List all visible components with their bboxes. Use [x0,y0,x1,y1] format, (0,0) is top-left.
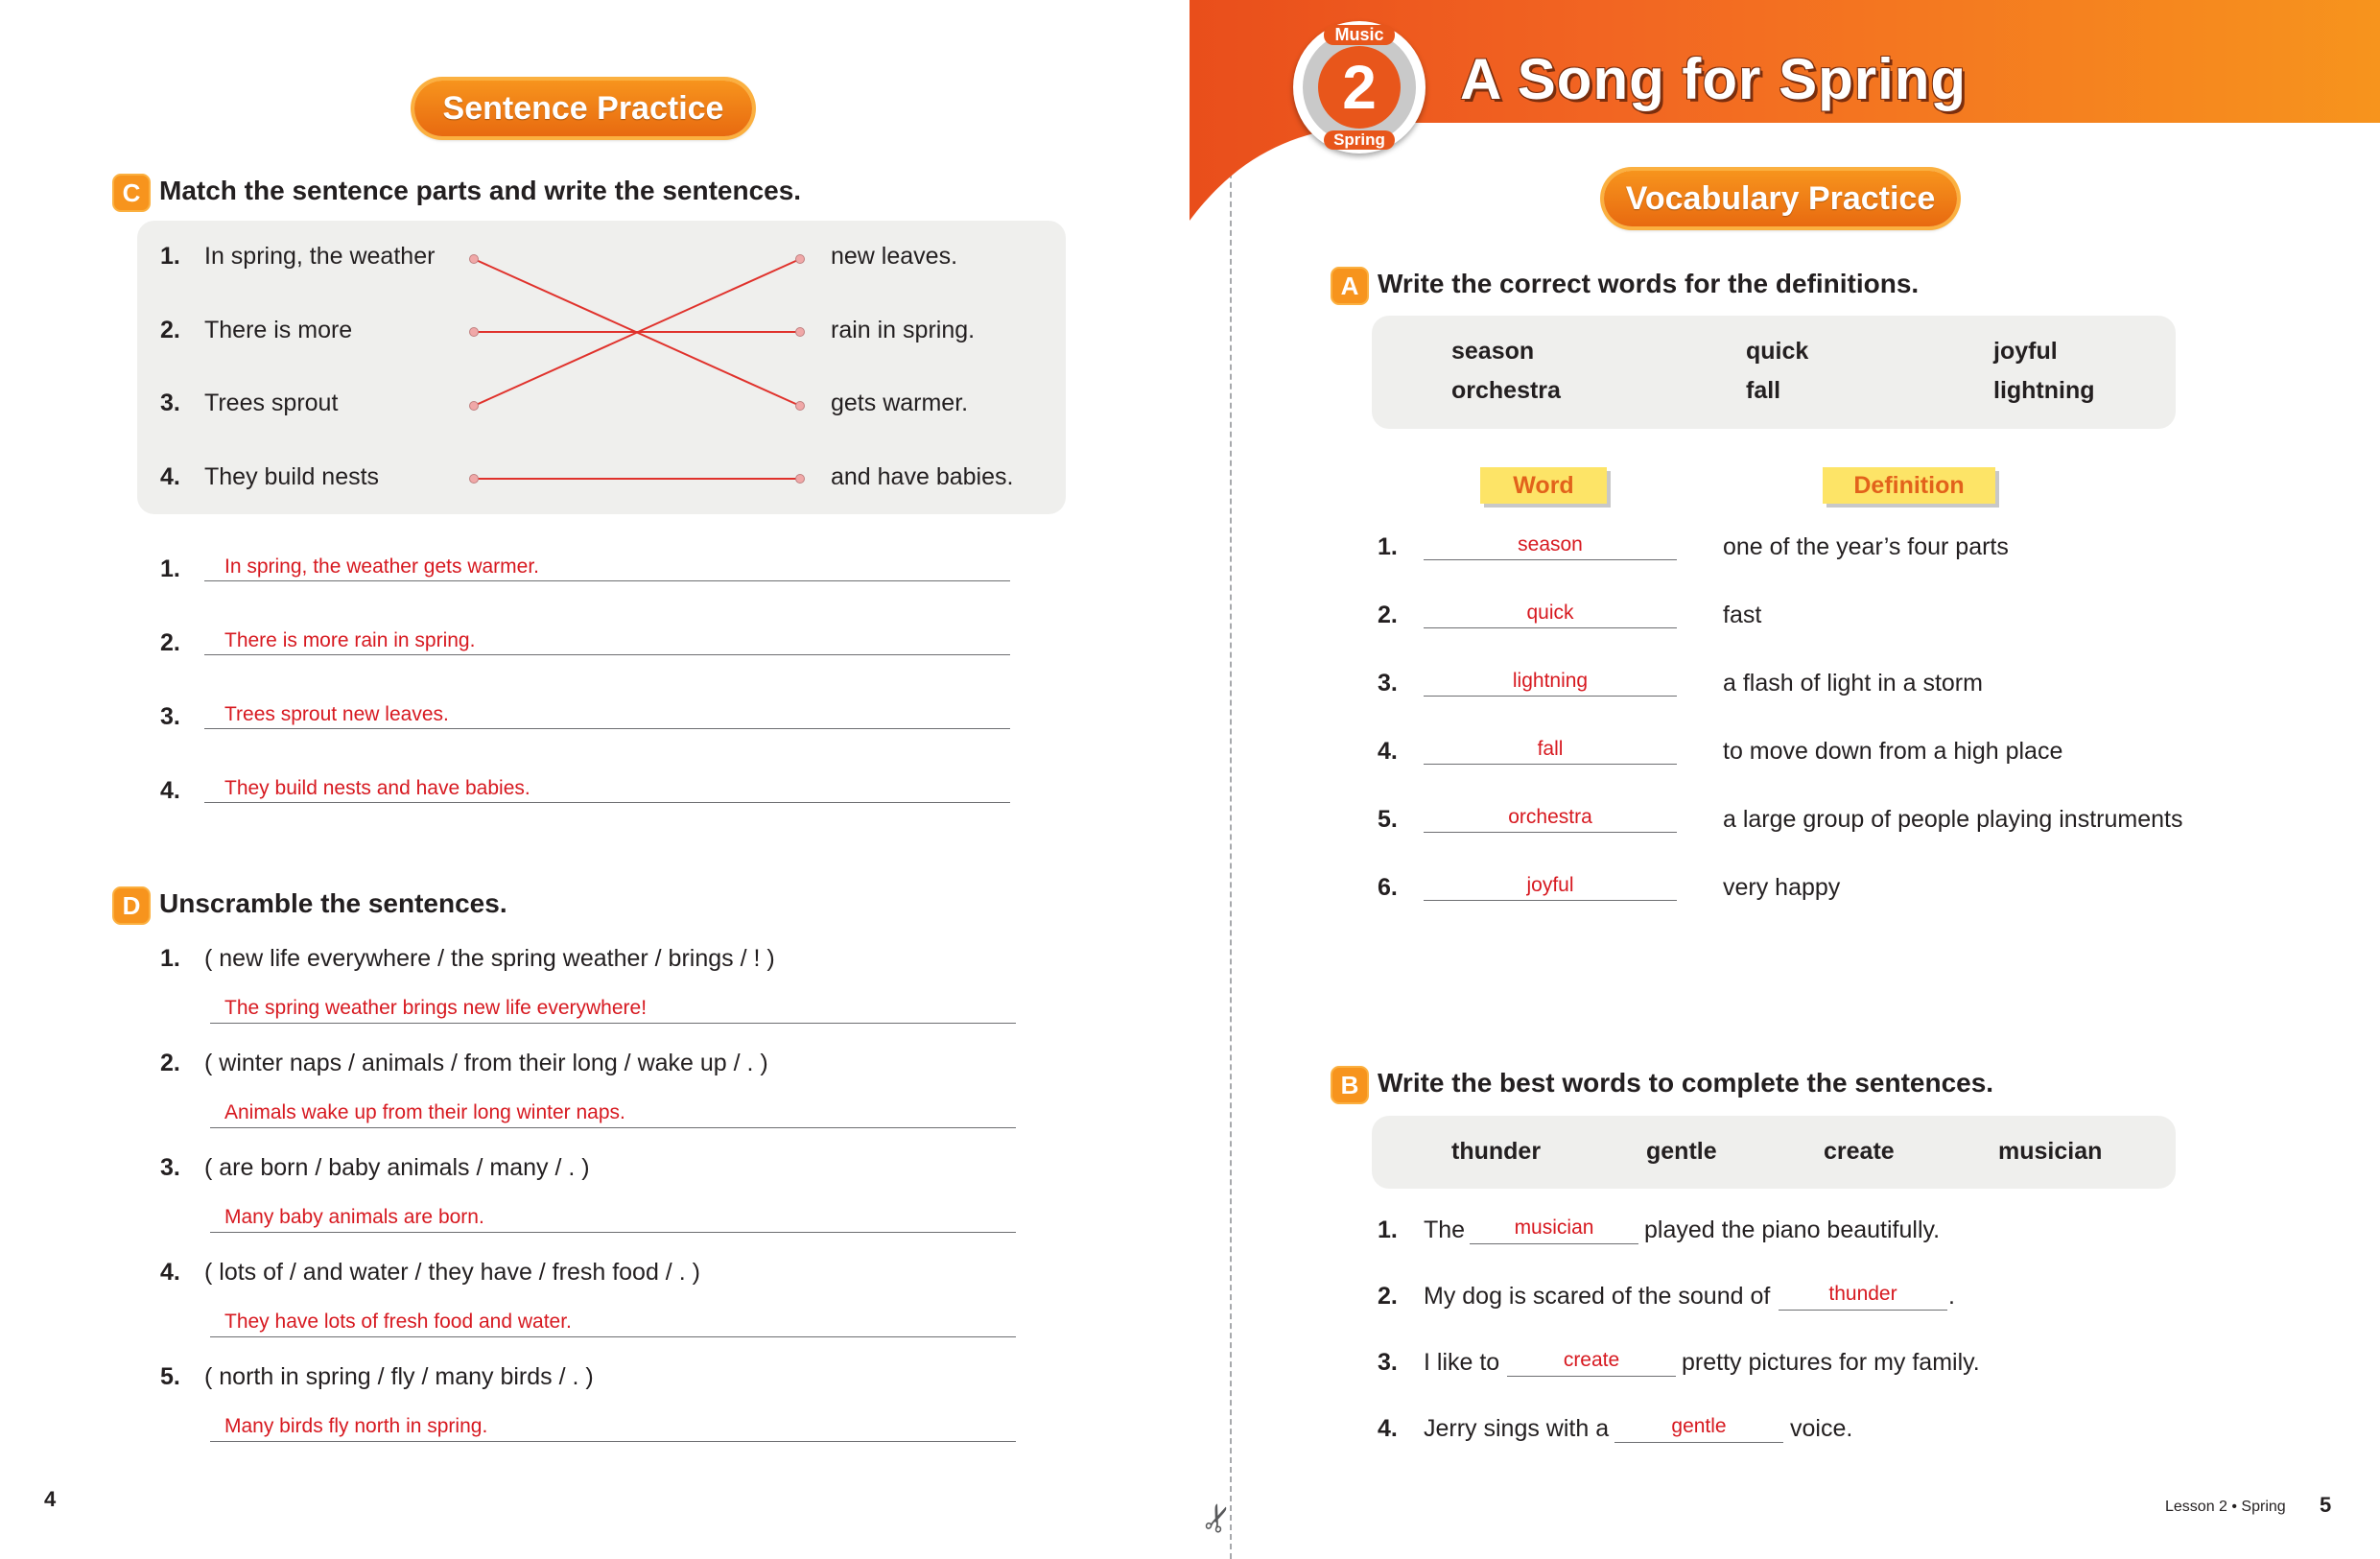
sentence-answer[interactable]: create [1563,1349,1620,1371]
word-bank-item: create [1824,1138,1895,1165]
match-left-text: They build nests [204,463,380,490]
sentence-before: My dog is scared of the sound of [1424,1283,1771,1310]
sentence-after: pretty pictures for my family. [1682,1349,1980,1376]
def-answer[interactable]: lightning [1512,670,1589,692]
unscramble-answer[interactable]: The spring weather brings new life everywhere! [224,997,648,1019]
answer-line [1507,1376,1676,1377]
section-a-title: Write the correct words for the definitions. [1378,269,1920,298]
def-num: 4. [1378,738,1398,765]
match-dot[interactable] [469,401,479,411]
answer-num: 2. [160,629,180,656]
answer-line [210,1232,1016,1233]
sentence-num: 1. [1378,1216,1398,1243]
definition-text: fast [1723,602,1762,628]
sentence-answer[interactable]: thunder [1828,1283,1897,1305]
sentence-after: voice. [1790,1415,1853,1442]
answer-line [210,1336,1016,1337]
match-left-text: In spring, the weather [204,243,436,270]
unscramble-answer[interactable]: Many baby animals are born. [224,1206,484,1228]
unscramble-answer[interactable]: Animals wake up from their long winter naps. [224,1101,625,1123]
unscramble-prompt: ( lots of / and water / they have / fresh food / . ) [204,1259,700,1286]
sentence-after: . [1948,1283,1955,1310]
match-right-text: new leaves. [831,243,958,270]
sentence-answer[interactable]: gentle [1671,1415,1727,1437]
match-dot[interactable] [469,254,479,264]
answer-line [1424,696,1677,697]
match-left-text: Trees sprout [204,390,339,416]
answer-text[interactable]: Trees sprout new leaves. [224,703,449,725]
left-page-number: 4 [44,1487,57,1511]
lesson-badge-bottom-label: Spring [1324,130,1395,150]
section-b-badge: B [1331,1066,1369,1104]
right-page-number: 5 [2320,1493,2332,1517]
answer-num: 1. [160,555,180,582]
unscramble-prompt: ( new life everywhere / the spring weather / brings / ! ) [204,945,775,972]
match-dot[interactable] [795,474,805,484]
sentence-practice-banner: Sentence Practice [414,81,752,136]
unscramble-num: 5. [160,1363,180,1390]
answer-line [1424,764,1677,765]
answer-text[interactable]: There is more rain in spring. [224,629,476,651]
sentence-before: I like to [1424,1349,1500,1376]
word-bank-item: fall [1746,377,1781,404]
answer-line [210,1127,1016,1128]
match-right-text: gets warmer. [831,390,969,416]
answer-line [1424,559,1677,560]
scissors-icon: ✂ [1194,1497,1243,1540]
match-left-num: 4. [160,463,180,490]
answer-num: 3. [160,703,180,730]
answer-line [204,728,1010,729]
def-num: 2. [1378,602,1398,628]
word-bank-item: joyful [1993,338,2058,365]
answer-line [204,802,1010,803]
sentence-num: 2. [1378,1283,1398,1310]
word-bank-item: thunder [1451,1138,1542,1165]
match-left-text: There is more [204,317,353,343]
answer-line [1424,627,1677,628]
def-num: 1. [1378,533,1398,560]
definition-column-header: Definition [1823,467,1995,504]
answer-line [204,654,1010,655]
def-answer[interactable]: fall [1537,738,1564,760]
match-dot[interactable] [469,327,479,337]
match-dot[interactable] [795,327,805,337]
unscramble-num: 3. [160,1154,180,1181]
definition-text: a large group of people playing instruments [1723,806,2183,833]
sentence-after: played the piano beautifully. [1644,1216,1941,1243]
answer-line [210,1441,1016,1442]
match-left-num: 2. [160,317,180,343]
page-gutter-divider [1230,0,1232,1559]
unscramble-answer[interactable]: Many birds fly north in spring. [224,1415,488,1437]
def-num: 3. [1378,670,1398,697]
lesson-badge-top-label: Music [1324,25,1395,45]
section-a-badge: A [1331,267,1369,305]
lesson-badge-center: 2 [1318,46,1401,129]
sentence-before: Jerry sings with a [1424,1415,1610,1442]
answer-line [1424,832,1677,833]
answer-line [1614,1442,1783,1443]
match-left-num: 3. [160,390,180,416]
def-answer[interactable]: season [1518,533,1583,555]
match-dot[interactable] [795,254,805,264]
definition-text: to move down from a high place [1723,738,2063,765]
match-right-text: and have babies. [831,463,1014,490]
section-d-title: Unscramble the sentences. [159,888,507,918]
section-b-title: Write the best words to complete the sentences. [1378,1068,1994,1098]
def-num: 6. [1378,874,1398,901]
sentence-before: The [1424,1216,1466,1243]
word-bank-item: musician [1998,1138,2103,1165]
answer-text[interactable]: They build nests and have babies. [224,777,530,799]
section-c-badge: C [112,174,151,212]
answer-line [210,1023,1016,1024]
footer-lesson-label: Lesson 2 • Spring [2165,1499,2286,1515]
match-dot[interactable] [469,474,479,484]
section-d-badge: D [112,886,151,925]
answer-text[interactable]: In spring, the weather gets warmer. [224,555,539,578]
unscramble-prompt: ( north in spring / fly / many birds / . ) [204,1363,594,1390]
word-bank-item: quick [1746,338,1809,365]
unscramble-num: 4. [160,1259,180,1286]
word-column-header: Word [1480,467,1607,504]
answer-line [1424,900,1677,901]
word-bank-item: season [1451,338,1535,365]
answer-num: 4. [160,777,180,804]
sentence-answer[interactable]: musician [1514,1216,1594,1239]
vocabulary-practice-banner: Vocabulary Practice [1604,171,1957,226]
match-dot[interactable] [795,401,805,411]
answer-line [1779,1310,1947,1311]
definition-text: a flash of light in a storm [1723,670,1983,697]
lesson-title: A Song for Spring [1460,47,1968,111]
match-right-text: rain in spring. [831,317,976,343]
unscramble-prompt: ( winter naps / animals / from their long / wake up / . ) [204,1050,768,1076]
answer-line [204,580,1010,581]
def-num: 5. [1378,806,1398,833]
unscramble-prompt: ( are born / baby animals / many / . ) [204,1154,590,1181]
definition-text: one of the year’s four parts [1723,533,2009,560]
unscramble-num: 2. [160,1050,180,1076]
word-bank-item: orchestra [1451,377,1561,404]
def-answer[interactable]: quick [1526,602,1574,624]
word-bank-item: gentle [1646,1138,1717,1165]
section-c-title: Match the sentence parts and write the sentences. [159,176,802,205]
matching-lines [0,0,1190,537]
sentence-num: 4. [1378,1415,1398,1442]
def-answer[interactable]: orchestra [1508,806,1592,828]
word-bank-item: lightning [1993,377,2095,404]
match-left-num: 1. [160,243,180,270]
unscramble-num: 1. [160,945,180,972]
definition-text: very happy [1723,874,1841,901]
def-answer[interactable]: joyful [1526,874,1574,896]
answer-line [1470,1243,1638,1244]
unscramble-answer[interactable]: They have lots of fresh food and water. [224,1311,572,1333]
sentence-num: 3. [1378,1349,1398,1376]
word-bank-a [1372,316,2176,429]
